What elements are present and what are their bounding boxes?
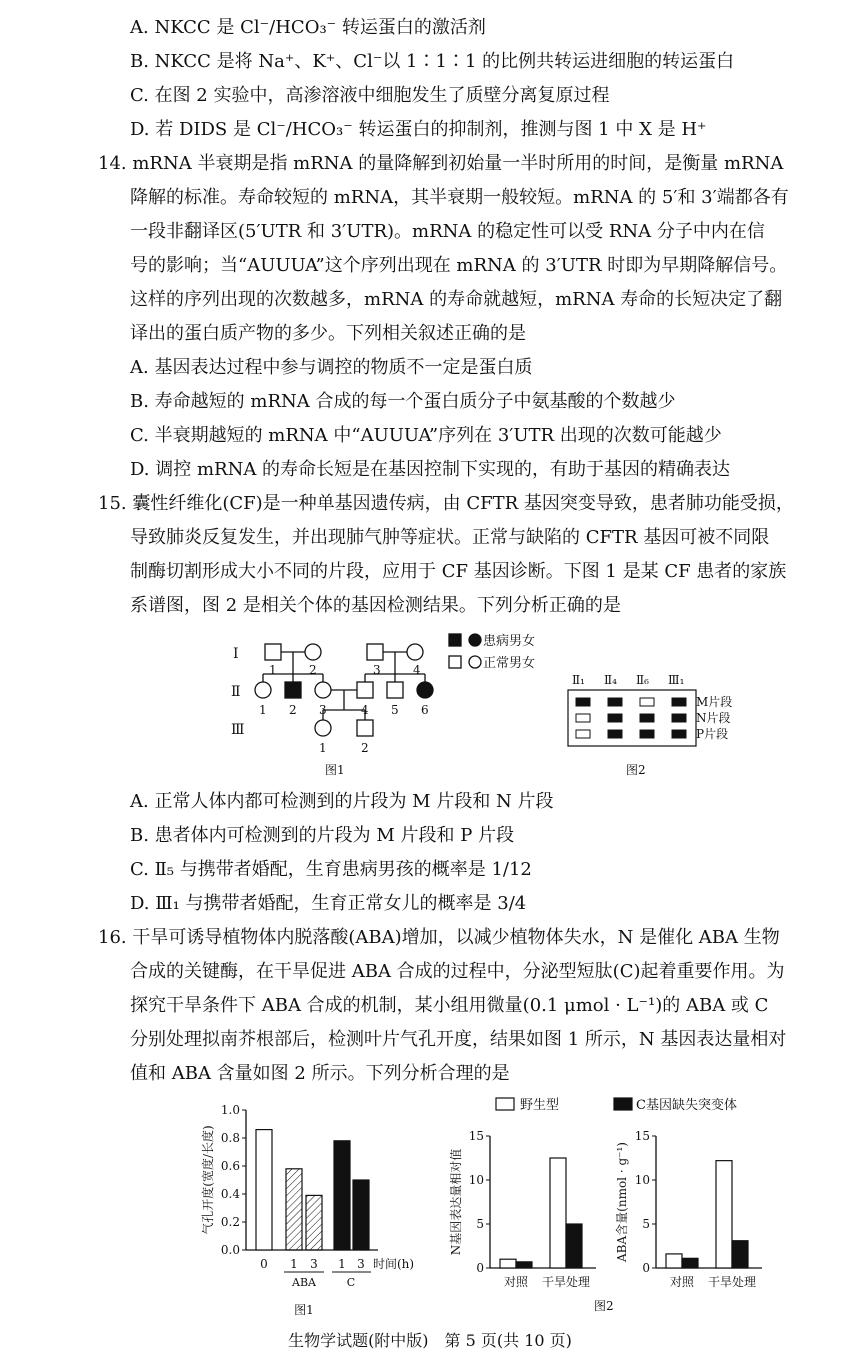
pedigree-I3-male — [367, 644, 383, 660]
gel-col-II4: Ⅱ₄ — [604, 673, 617, 687]
fig1-bar — [306, 1195, 322, 1250]
svg-text:5: 5 — [391, 703, 399, 717]
fig1-x-tick-label: 1 — [290, 1257, 298, 1271]
q15-option-d: D. Ⅲ₁ 与携带者婚配，生育正常女儿的概率是 3/4 — [130, 893, 527, 914]
fig1-y-tick-label: 0.8 — [220, 1131, 240, 1145]
q16-stem-line-1: 16. 干旱可诱导植物体内脱落酸(ABA)增加，以减少植物体失水，N 是催化 ABA 生物 — [98, 927, 780, 948]
svg-text:2: 2 — [309, 663, 317, 677]
generation-label-ii: Ⅱ — [231, 684, 241, 700]
fig2-n-gene-x-tick-label: 干旱处理 — [541, 1275, 591, 1289]
page-footer: 生物学试题(附中版) 第 5 页(共 10 页) — [288, 1331, 572, 1350]
q13-option-d: D. 若 DIDS 是 Cl⁻/HCO₃⁻ 转运蛋白的抑制剂，推测与图 1 中 X 是 H⁺ — [130, 119, 707, 140]
fig1-y-tick-label: 0.6 — [220, 1159, 240, 1173]
gel-figure — [568, 672, 733, 778]
pedigree-I1-male — [265, 644, 281, 660]
fig2-n-gene-bar — [550, 1158, 566, 1268]
svg-text:1: 1 — [269, 663, 277, 677]
q14-stem-line-3: 一段非翻译区(5′UTR 和 3′UTR)。mRNA 的稳定性可以受 RNA 分子中内在信 — [130, 221, 765, 242]
pedigree-II3-female — [315, 682, 331, 698]
svg-text:4: 4 — [361, 703, 369, 717]
q14-stem-line-6: 译出的蛋白质产物的多少。下列相关叙述正确的是 — [130, 323, 526, 344]
fig1-group-label-c: C — [346, 1276, 356, 1289]
fig2-n-gene-y-tick-label: 15 — [468, 1129, 484, 1143]
q13-option-c: C. 在图 2 实验中，高渗溶液中细胞发生了质壁分离复原过程 — [130, 85, 610, 106]
pedigree-I4-female — [407, 644, 423, 660]
gel-row-M: M片段 — [696, 695, 733, 709]
fig2-aba-x-tick-label: 干旱处理 — [707, 1275, 757, 1289]
q16-stem-line-2: 合成的关键酶，在干旱促进 ABA 合成的过程中，分泌型短肽(C)起着重要作用。为 — [130, 961, 785, 982]
gel-row-P: P片段 — [696, 727, 729, 741]
pedigree-III2-male — [357, 720, 373, 736]
legend-affected-label: 患病男女 — [483, 634, 536, 649]
fig1-x-tick-label: 3 — [310, 1257, 318, 1271]
fig2-n-gene-bar — [500, 1259, 516, 1268]
fig2-aba-y-tick-label: 15 — [634, 1129, 650, 1143]
q15-stem-line-2: 导致肺炎反复发生，并出现肺气肿等症状。正常与缺陷的 CFTR 基因可被不同限 — [130, 527, 770, 548]
q16-stem-line-5: 值和 ABA 含量如图 2 所示。下列分析合理的是 — [130, 1063, 510, 1084]
q15-option-c: C. Ⅱ₅ 与携带者婚配，生育患病男孩的概率是 1/12 — [130, 859, 532, 880]
svg-text:1: 1 — [259, 703, 267, 717]
q15-option-b: B. 患者体内可检测到的片段为 M 片段和 P 片段 — [130, 825, 515, 846]
band-III1-P — [672, 730, 686, 738]
svg-text:2: 2 — [361, 741, 369, 755]
q15-stem-line-3: 制酶切割形成大小不同的片段，应用于 CF 基因诊断。下图 1 是某 CF 患者的家族 — [130, 561, 787, 582]
svg-text:3: 3 — [319, 703, 327, 717]
fig1-bar — [334, 1141, 350, 1250]
pedigree-I2-female — [305, 644, 321, 660]
svg-text:3: 3 — [373, 663, 381, 677]
q14-stem-line-2: 降解的标准。寿命较短的 mRNA，其半衰期一般较短。mRNA 的 5′和 3′端都各有 — [130, 187, 789, 208]
fig1-x-axis-label: 时间(h) — [373, 1257, 415, 1271]
fig2-n-gene-y-tick-label: 10 — [468, 1173, 484, 1187]
band-II1-P — [576, 730, 590, 738]
fig1-x-tick-label: 0 — [260, 1257, 268, 1271]
pedigree-II5-male — [387, 682, 403, 698]
legend-affected-male-icon — [449, 634, 461, 646]
n-gene-expression-chart — [446, 1118, 616, 1298]
gel-col-II1: Ⅱ₁ — [572, 673, 585, 687]
q16-stem-line-4: 分别处理拟南芥根部后，检测叶片气孔开度，结果如图 1 所示，N 基因表达量相对 — [130, 1029, 787, 1050]
fig2-aba-y-tick-label: 0 — [642, 1261, 650, 1275]
fig2-aba-y-tick-label: 5 — [642, 1217, 650, 1231]
pedigree-figure — [225, 628, 575, 778]
generation-label-iii: Ⅲ — [231, 722, 245, 738]
q14-option-c: C. 半衰期越短的 mRNA 中“AUUUA”序列在 3′UTR 出现的次数可能越少 — [130, 425, 722, 446]
fig2-aba-bar — [732, 1241, 748, 1268]
generation-label-i: Ⅰ — [233, 646, 239, 662]
fig2-aba-bar — [682, 1258, 698, 1268]
q14-stem-line-5: 这样的序列出现的次数越多，mRNA 的寿命就越短，mRNA 寿命的长短决定了翻 — [130, 289, 783, 310]
svg-text:6: 6 — [421, 703, 429, 717]
gel-caption: 图2 — [626, 763, 646, 777]
fig1-y-tick-label: 0.0 — [220, 1243, 240, 1257]
gel-col-II6: Ⅱ₆ — [636, 673, 649, 687]
pedigree-II2-male-affected — [285, 682, 301, 698]
fig1-bar — [286, 1169, 302, 1250]
pedigree-III1-female — [315, 720, 331, 736]
band-II4-M — [608, 698, 622, 706]
aba-content-chart — [612, 1118, 792, 1298]
fig2-n-gene-bar — [516, 1262, 532, 1268]
fig2-n-gene-bar — [566, 1224, 582, 1268]
q14-stem-line-1: 14. mRNA 半衰期是指 mRNA 的量降解到初始量一半时所用的时间，是衡量 mRNA — [98, 153, 784, 174]
q16-fig2-caption: 图2 — [594, 1299, 614, 1313]
fig1-group-label-aba: ABA — [292, 1276, 316, 1289]
gel-col-III1: Ⅲ₁ — [668, 673, 685, 687]
band-II4-N — [608, 714, 622, 722]
legend-mutant-label: C基因缺失突变体 — [636, 1098, 737, 1113]
svg-text:2: 2 — [289, 703, 297, 717]
band-II6-P — [640, 730, 654, 738]
fig2-aba-bar — [716, 1161, 732, 1268]
band-II6-M — [640, 698, 654, 706]
band-II1-M — [576, 698, 590, 706]
fig1-y-tick-label: 1.0 — [220, 1103, 240, 1117]
fig1-x-tick-label: 1 — [338, 1257, 346, 1271]
pedigree-caption: 图1 — [325, 763, 345, 777]
q14-stem-line-4: 号的影响；当“AUUUA”这个序列出现在 mRNA 的 3′UTR 时即为早期降解信号。 — [130, 255, 788, 276]
q14-option-b: B. 寿命越短的 mRNA 合成的每一个蛋白质分子中氨基酸的个数越少 — [130, 391, 676, 412]
svg-text:4: 4 — [413, 663, 421, 677]
q13-option-a: A. NKCC 是 Cl⁻/HCO₃⁻ 转运蛋白的激活剂 — [130, 17, 486, 38]
band-II6-N — [640, 714, 654, 722]
fig2-n-gene-y-tick-label: 0 — [476, 1261, 484, 1275]
pedigree-II1-female — [255, 682, 271, 698]
q15-stem-line-1: 15. 囊性纤维化(CF)是一种单基因遗传病，由 CFTR 基因突变导致，患者肺功能受损， — [98, 493, 794, 514]
legend-normal-label: 正常男女 — [483, 656, 536, 671]
fig2-aba-bar — [666, 1254, 682, 1268]
fig1-x-tick-label: 3 — [357, 1257, 365, 1271]
fig1-bar — [353, 1180, 369, 1250]
band-II4-P — [608, 730, 622, 738]
fig2-n-gene-y-tick-label: 5 — [476, 1217, 484, 1231]
legend-affected-female-icon — [469, 634, 481, 646]
fig1-caption: 图1 — [294, 1303, 314, 1317]
fig2-aba-x-tick-label: 对照 — [669, 1275, 695, 1289]
fig2-aba-y-axis-label: ABA含量(nmol · g⁻¹) — [615, 1142, 629, 1262]
gel-row-N: N片段 — [696, 711, 731, 725]
fig2-aba-y-tick-label: 10 — [634, 1173, 650, 1187]
legend-normal-female-icon — [469, 656, 481, 668]
legend-normal-male-icon — [449, 656, 461, 668]
fig2-n-gene-x-tick-label: 对照 — [503, 1275, 529, 1289]
fig1-y-axis-label: 气孔开度(宽度/长度) — [201, 1125, 215, 1235]
fig1-y-tick-label: 0.4 — [220, 1187, 240, 1201]
legend-mutant-swatch — [614, 1098, 632, 1110]
legend-wild-swatch — [496, 1098, 514, 1110]
stomatal-aperture-chart — [198, 1100, 438, 1320]
fig1-y-tick-label: 0.2 — [220, 1215, 240, 1229]
q16-stem-line-3: 探究干旱条件下 ABA 合成的机制，某小组用微量(0.1 μmol · L⁻¹)的 ABA 或 C — [130, 995, 769, 1016]
q14-option-d: D. 调控 mRNA 的寿命长短是在基因控制下实现的，有助于基因的精确表达 — [130, 459, 731, 480]
q15-stem-line-4: 系谱图，图 2 是相关个体的基因检测结果。下列分析正确的是 — [130, 595, 621, 616]
svg-text:1: 1 — [319, 741, 327, 755]
band-III1-N — [672, 714, 686, 722]
pedigree-II4-male — [357, 682, 373, 698]
q16-legend — [494, 1094, 784, 1116]
q14-option-a: A. 基因表达过程中参与调控的物质不一定是蛋白质 — [130, 357, 533, 378]
fig1-bar — [256, 1130, 272, 1250]
fig2-n-gene-y-axis-label: N基因表达量相对值 — [449, 1148, 463, 1256]
legend-wild-label: 野生型 — [520, 1098, 560, 1113]
q13-option-b: B. NKCC 是将 Na⁺、K⁺、Cl⁻以 1∶1∶1 的比例共转运进细胞的转运蛋白 — [130, 51, 735, 72]
q15-option-a: A. 正常人体内都可检测到的片段为 M 片段和 N 片段 — [130, 791, 554, 812]
pedigree-II6-female-affected — [417, 682, 433, 698]
band-III1-M — [672, 698, 686, 706]
band-II1-N — [576, 714, 590, 722]
